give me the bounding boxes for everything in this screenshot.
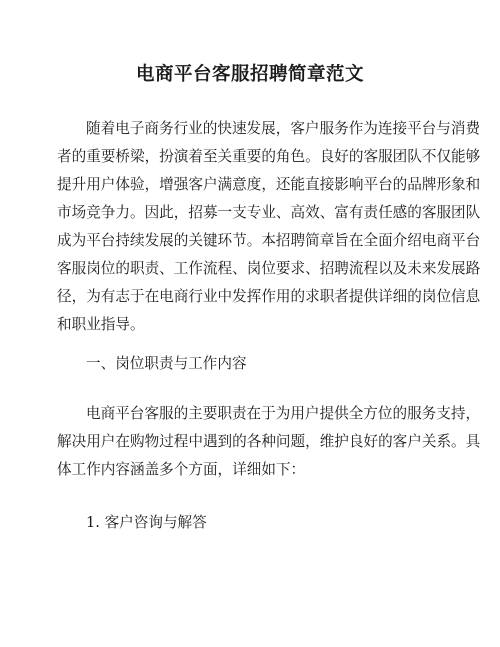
intro-line: 径，为有志于在电商行业中发挥作用的求职者提供详细的岗位信息 [57,288,481,305]
section-heading: 一、岗位职责与工作内容 [86,355,247,372]
section1-line: 解决用户在购物过程中遇到的各种问题，维护良好的客户关系。具 [57,433,481,450]
intro-line: 客服岗位的职责、工作流程、岗位要求、招聘流程以及未来发展路 [57,260,481,277]
intro-line: 市场竞争力。因此，招募一支专业、高效、富有责任感的客服团队 [57,204,481,221]
intro-line: 成为平台持续发展的关键环节。本招聘简章旨在全面介绍电商平台 [57,232,481,249]
intro-line: 者的重要桥梁，扮演着至关重要的角色。良好的客服团队不仅能够 [57,148,481,165]
list-item-heading: 1. 客户咨询与解答 [86,514,207,531]
intro-line: 提升用户体验，增强客户满意度，还能直接影响平台的品牌形象和 [57,176,481,193]
intro-line: 和职业指导。 [57,316,145,333]
section1-paragraph [57,400,481,484]
section1-line: 电商平台客服的主要职责在于为用户提供全方位的服务支持， [86,405,481,422]
section1-line: 体工作内容涵盖多个方面，详细如下： [57,461,306,478]
intro-line: 随着电子商务行业的快速发展，客户服务作为连接平台与消费 [86,120,481,137]
document-title: 电商平台客服招聘简章范文 [135,64,364,85]
intro-paragraph [57,115,481,339]
